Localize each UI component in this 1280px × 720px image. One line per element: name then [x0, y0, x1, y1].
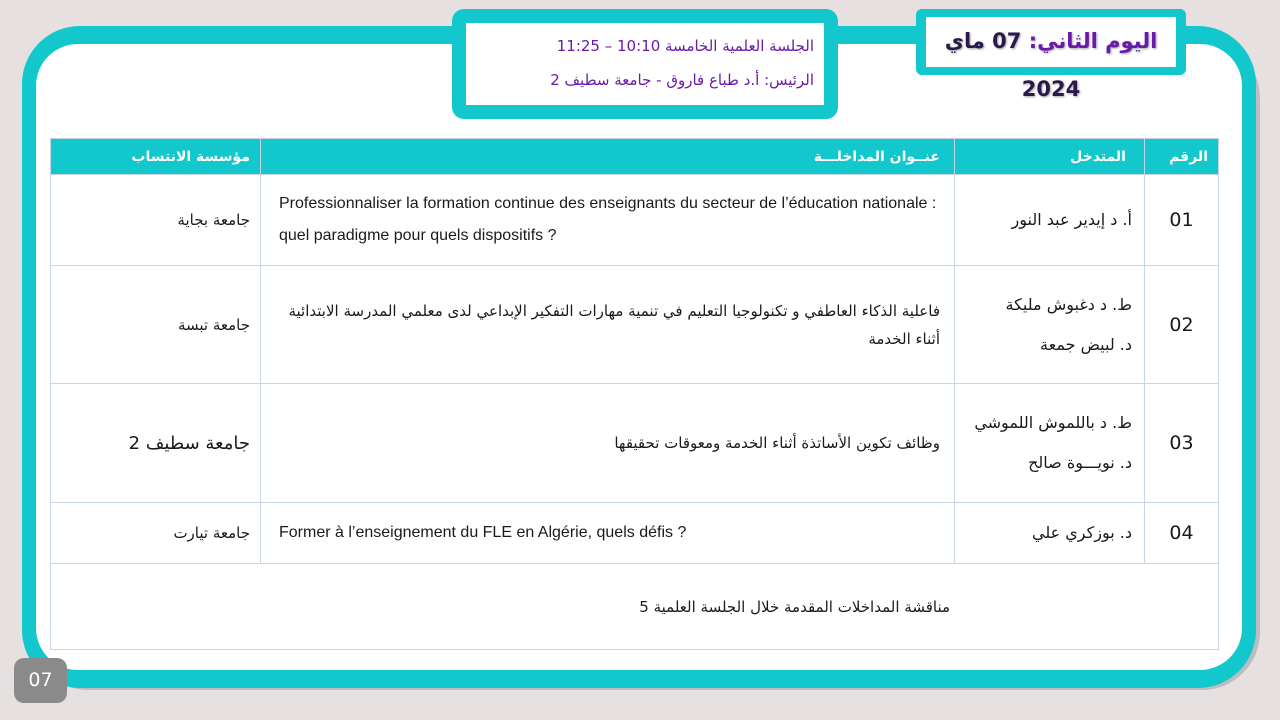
day-date: 07 ماي 2024	[944, 29, 1081, 101]
session-info-box	[452, 9, 838, 119]
day-label: اليوم الثاني:	[1021, 29, 1158, 53]
page-number-badge: 07	[14, 658, 67, 703]
row-speakers	[955, 384, 1145, 503]
table-row	[51, 384, 1219, 503]
row-title: Professionnaliser la formation continue des enseignants du secteur de l’éducation nationale : quel paradigme pour quels dispositifs ?	[261, 175, 955, 266]
table-row	[51, 266, 1219, 384]
row-title: Former à l’enseignement du FLE en Algérie, quels défis ?	[261, 503, 955, 564]
speaker-name: د. نويـــوة صالح	[1028, 453, 1132, 472]
agenda-table	[50, 138, 1219, 650]
speaker-name: أ. د إيدير عبد النور	[1011, 210, 1132, 229]
header-title: عنــوان المداخلـــة	[261, 139, 955, 175]
session-chair: الرئيس: أ.د طباع فاروق - جامعة سطيف 2	[550, 71, 814, 89]
row-speakers	[955, 266, 1145, 384]
row-speakers	[955, 503, 1145, 564]
speaker-name: د. لبيض جمعة	[1040, 334, 1132, 354]
speaker-name: ط. د باللموش اللموشي	[974, 413, 1132, 432]
header-number: الرقم	[1145, 139, 1219, 175]
table-row	[51, 175, 1219, 266]
header-affiliation: مؤسسة الانتساب	[51, 139, 261, 175]
day-date-content	[926, 17, 1176, 101]
row-number: 02	[1145, 266, 1219, 384]
row-number: 03	[1145, 384, 1219, 503]
row-speakers	[955, 175, 1145, 266]
row-title: فاعلية الذكاء العاطفي و تكنولوجيا التعليم في تنمية مهارات التفكير الإبداعي لدى معلمي المدرسة الابتدائية أثناء الخدمة	[261, 266, 955, 384]
discussion-text: مناقشة المداخلات المقدمة خلال الجلسة العلمية 5	[51, 564, 1219, 650]
row-affiliation: جامعة تيارت	[51, 503, 261, 564]
speaker-name: د. بوزكري علي	[1032, 523, 1132, 542]
speaker-name: ط. د دغبوش مليكة	[1005, 294, 1132, 314]
header-speaker: المتدخل	[955, 139, 1145, 175]
row-number: 04	[1145, 503, 1219, 564]
discussion-row	[51, 564, 1219, 650]
session-info-content	[466, 23, 824, 105]
row-number: 01	[1145, 175, 1219, 266]
row-affiliation: جامعة بجاية	[51, 175, 261, 266]
row-title: وظائف تكوين الأساتذة أثناء الخدمة ومعوقات تحقيقها	[261, 384, 955, 503]
row-affiliation: جامعة تبسة	[51, 266, 261, 384]
session-title-time: الجلسة العلمية الخامسة 10:10 – 11:25	[556, 37, 814, 55]
table-row	[51, 503, 1219, 564]
day-date-box	[916, 9, 1186, 101]
row-affiliation: جامعة سطيف 2	[51, 384, 261, 503]
table-header-row	[51, 139, 1219, 175]
